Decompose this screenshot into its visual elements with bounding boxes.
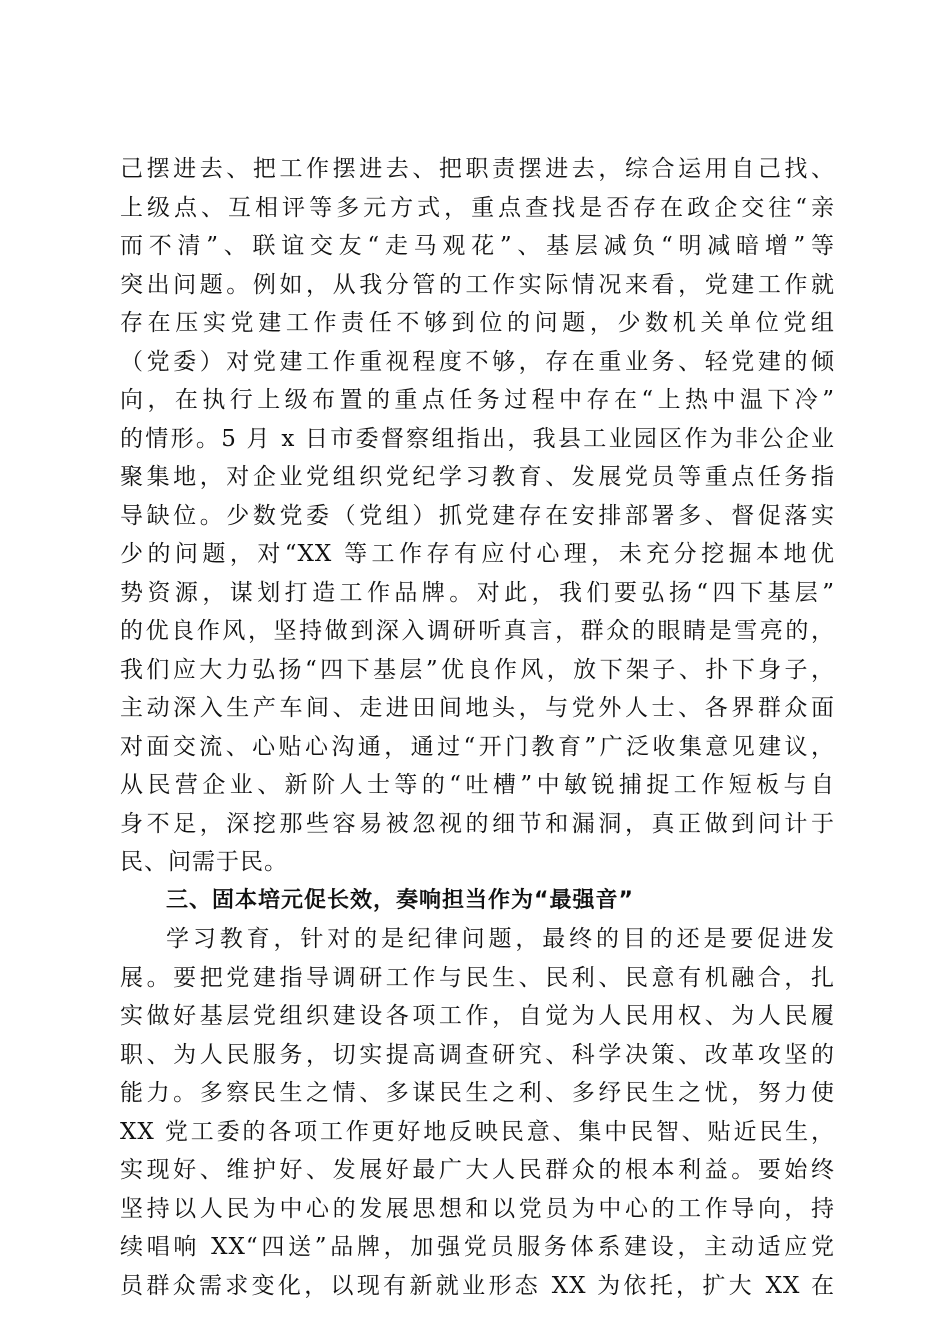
paragraph-line: 对面交流、心贴心沟通，通过“开门教育”广泛收集意见建议，	[120, 733, 835, 760]
paragraph-line: 己摆进去、把工作摆进去、把职责摆进去，综合运用自己找、	[120, 156, 835, 182]
paragraph-line: 坚持以人民为中心的发展思想和以党员为中心的工作导向，持	[120, 1195, 835, 1222]
paragraph-line: 学习教育，针对的是纪律问题，最终的目的还是要促进发	[166, 926, 835, 952]
paragraph-line: 我们应大力弘扬“四下基层”优良作风，放下架子、扑下身子，	[120, 656, 835, 683]
paragraph-line: 聚集地，对企业党组织党纪学习教育、发展党员等重点任务指	[120, 464, 835, 490]
paragraph-line: XX 党工委的各项工作更好地反映民意、集中民智、贴近民生，	[120, 1118, 835, 1145]
paragraph-line: 民、问需于民。	[120, 849, 288, 875]
paragraph-line: 的优良作风，坚持做到深入调研听真言，群众的眼睛是雪亮的，	[120, 618, 835, 644]
paragraph-line: 主动深入生产车间、走进田间地头，与党外人士、各界群众面	[120, 695, 835, 721]
paragraph-line: 从民营企业、新阶人士等的“吐槽”中敏锐捕捉工作短板与自	[120, 772, 835, 798]
paragraph-line: 导缺位。少数党委（党组）抓党建存在安排部署多、督促落实	[120, 502, 835, 529]
paragraph-line: 实现好、维护好、发展好最广大人民群众的根本利益。要始终	[120, 1157, 835, 1183]
paragraph-line: 续唱响 XX“四送”品牌，加强党员服务体系建设，主动适应党	[120, 1234, 835, 1260]
paragraph-line: 员群众需求变化，以现有新就业形态 XX 为依托，扩大 XX 在	[120, 1272, 835, 1299]
paragraph-line: 而不清”、联谊交友“走马观花”、基层减负“明减暗增”等	[120, 233, 835, 259]
paragraph-line: 上级点、互相评等多元方式，重点查找是否存在政企交往“亲	[120, 194, 835, 221]
paragraph-line: 能力。多察民生之情、多谋民生之利、多纾民生之忧，努力使	[120, 1080, 835, 1106]
paragraph-line: 势资源，谋划打造工作品牌。对此，我们要弘扬“四下基层”	[120, 579, 835, 606]
document-body	[120, 150, 835, 1305]
section-heading: 三、固本培元促长效，奏响担当作为“最强音”	[166, 887, 634, 913]
paragraph-line: 突出问题。例如，从我分管的工作实际情况来看，党建工作就	[120, 271, 835, 298]
paragraph-line: 少的问题，对“XX 等工作存有应付心理，未充分挖掘本地优	[120, 541, 835, 567]
paragraph-line: 的情形。5 月 x 日市委督察组指出，我县工业园区作为非公企业	[120, 425, 835, 452]
paragraph-line: （党委）对党建工作重视程度不够，存在重业务、轻党建的倾	[120, 348, 835, 375]
paragraph-line: 身不足，深挖那些容易被忽视的细节和漏洞，真正做到问计于	[120, 810, 835, 837]
paragraph-line: 展。要把党建指导调研工作与民生、民利、民意有机融合，扎	[120, 964, 835, 991]
paragraph-line: 职、为人民服务，切实提高调查研究、科学决策、改革攻坚的	[120, 1041, 835, 1068]
paragraph-line: 实做好基层党组织建设各项工作，自觉为人民用权、为人民履	[120, 1003, 835, 1029]
paragraph-line: 向，在执行上级布置的重点任务过程中存在“上热中温下冷”	[120, 387, 835, 413]
paragraph-line: 存在压实党建工作责任不够到位的问题，少数机关单位党组	[120, 310, 835, 336]
